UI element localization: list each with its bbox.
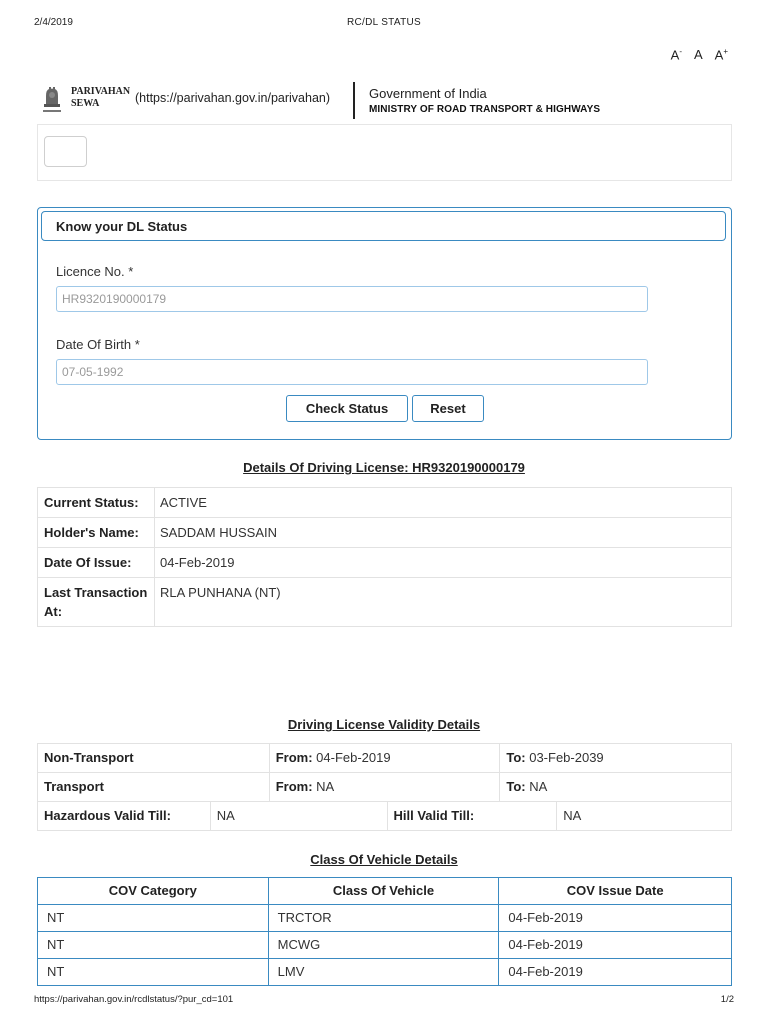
- dl-status-form: [37, 207, 732, 440]
- nav-container: [37, 124, 732, 181]
- brand-url-link[interactable]: (https://parivahan.gov.in/parivahan): [135, 91, 331, 105]
- cov-title: Class Of Vehicle Details: [310, 852, 458, 867]
- non-transport-label: Non-Transport: [38, 744, 270, 773]
- issue-date-value: 04-Feb-2019: [155, 548, 732, 578]
- validity-table: [37, 743, 732, 831]
- class-of-vehicle-header: Class Of Vehicle: [268, 878, 499, 905]
- status-label: Current Status:: [38, 488, 155, 518]
- hazardous-value: NA: [210, 802, 387, 831]
- issue-date-label: Date Of Issue:: [38, 548, 155, 578]
- holder-name-label: Holder's Name:: [38, 518, 155, 548]
- non-transport-from: From: 04-Feb-2019: [269, 744, 500, 773]
- dob-label: Date Of Birth *: [56, 337, 140, 352]
- details-title: Details Of Driving License: HR9320190000179: [243, 460, 525, 475]
- menu-toggle-button[interactable]: [44, 136, 87, 167]
- class-of-vehicle-cell: TRCTOR: [268, 905, 499, 932]
- table-row: [38, 932, 732, 959]
- national-emblem-icon: [40, 84, 64, 116]
- table-row: [38, 959, 732, 986]
- transport-to: To: NA: [500, 773, 732, 802]
- table-row: [38, 548, 732, 578]
- last-transaction-value: RLA PUNHANA (NT): [155, 578, 732, 627]
- table-row: [38, 773, 732, 802]
- print-title: RC/DL STATUS: [347, 17, 421, 28]
- font-increase-button[interactable]: A+: [714, 47, 728, 63]
- hazardous-label: Hazardous Valid Till:: [38, 802, 211, 831]
- dob-input[interactable]: 07-05-1992: [56, 359, 648, 385]
- table-row: [38, 518, 732, 548]
- cov-issue-date-cell: 04-Feb-2019: [499, 932, 732, 959]
- brand-name: PARIVAHAN SEWA: [71, 86, 131, 109]
- cov-category-cell: NT: [38, 932, 269, 959]
- footer-url: https://parivahan.gov.in/rcdlstatus/?pur_cd=101: [34, 994, 234, 1005]
- class-of-vehicle-cell: MCWG: [268, 932, 499, 959]
- cov-issue-date-cell: 04-Feb-2019: [499, 959, 732, 986]
- cov-category-header: COV Category: [38, 878, 269, 905]
- hill-value: NA: [557, 802, 732, 831]
- cov-table: [37, 877, 732, 986]
- cov-issue-date-cell: 04-Feb-2019: [499, 905, 732, 932]
- site-header: [40, 80, 740, 122]
- licence-input[interactable]: HR9320190000179: [56, 286, 648, 312]
- non-transport-to: To: 03-Feb-2039: [500, 744, 732, 773]
- gov-text: Government of India: [369, 86, 487, 101]
- licence-label: Licence No. *: [56, 264, 134, 279]
- last-transaction-label: Last Transaction At:: [38, 578, 155, 627]
- font-normal-button[interactable]: A: [693, 47, 703, 62]
- print-header: [0, 17, 768, 31]
- font-size-controls: [671, 47, 728, 62]
- validity-title: Driving License Validity Details: [287, 717, 481, 732]
- details-table: [37, 487, 732, 627]
- hill-label: Hill Valid Till:: [387, 802, 557, 831]
- cov-category-cell: NT: [38, 905, 269, 932]
- cov-category-cell: NT: [38, 959, 269, 986]
- footer-page-number: 1/2: [720, 994, 734, 1005]
- status-value: ACTIVE: [155, 488, 732, 518]
- table-row: [38, 744, 732, 773]
- class-of-vehicle-cell: LMV: [268, 959, 499, 986]
- ministry-text: MINISTRY OF ROAD TRANSPORT & HIGHWAYS: [369, 104, 601, 115]
- transport-label: Transport: [38, 773, 270, 802]
- table-row: [38, 578, 732, 627]
- form-heading: Know your DL Status: [41, 211, 726, 241]
- font-decrease-button[interactable]: A-: [670, 47, 682, 63]
- cov-issue-date-header: COV Issue Date: [499, 878, 732, 905]
- table-row: [38, 488, 732, 518]
- table-header-row: [38, 878, 732, 905]
- holder-name-value: SADDAM HUSSAIN: [155, 518, 732, 548]
- transport-from: From: NA: [269, 773, 500, 802]
- check-status-button[interactable]: Check Status: [286, 395, 408, 422]
- table-row: [38, 905, 732, 932]
- reset-button[interactable]: Reset: [412, 395, 484, 422]
- table-row: [38, 802, 732, 831]
- print-date: 2/4/2019: [34, 17, 73, 28]
- header-divider: [353, 82, 355, 119]
